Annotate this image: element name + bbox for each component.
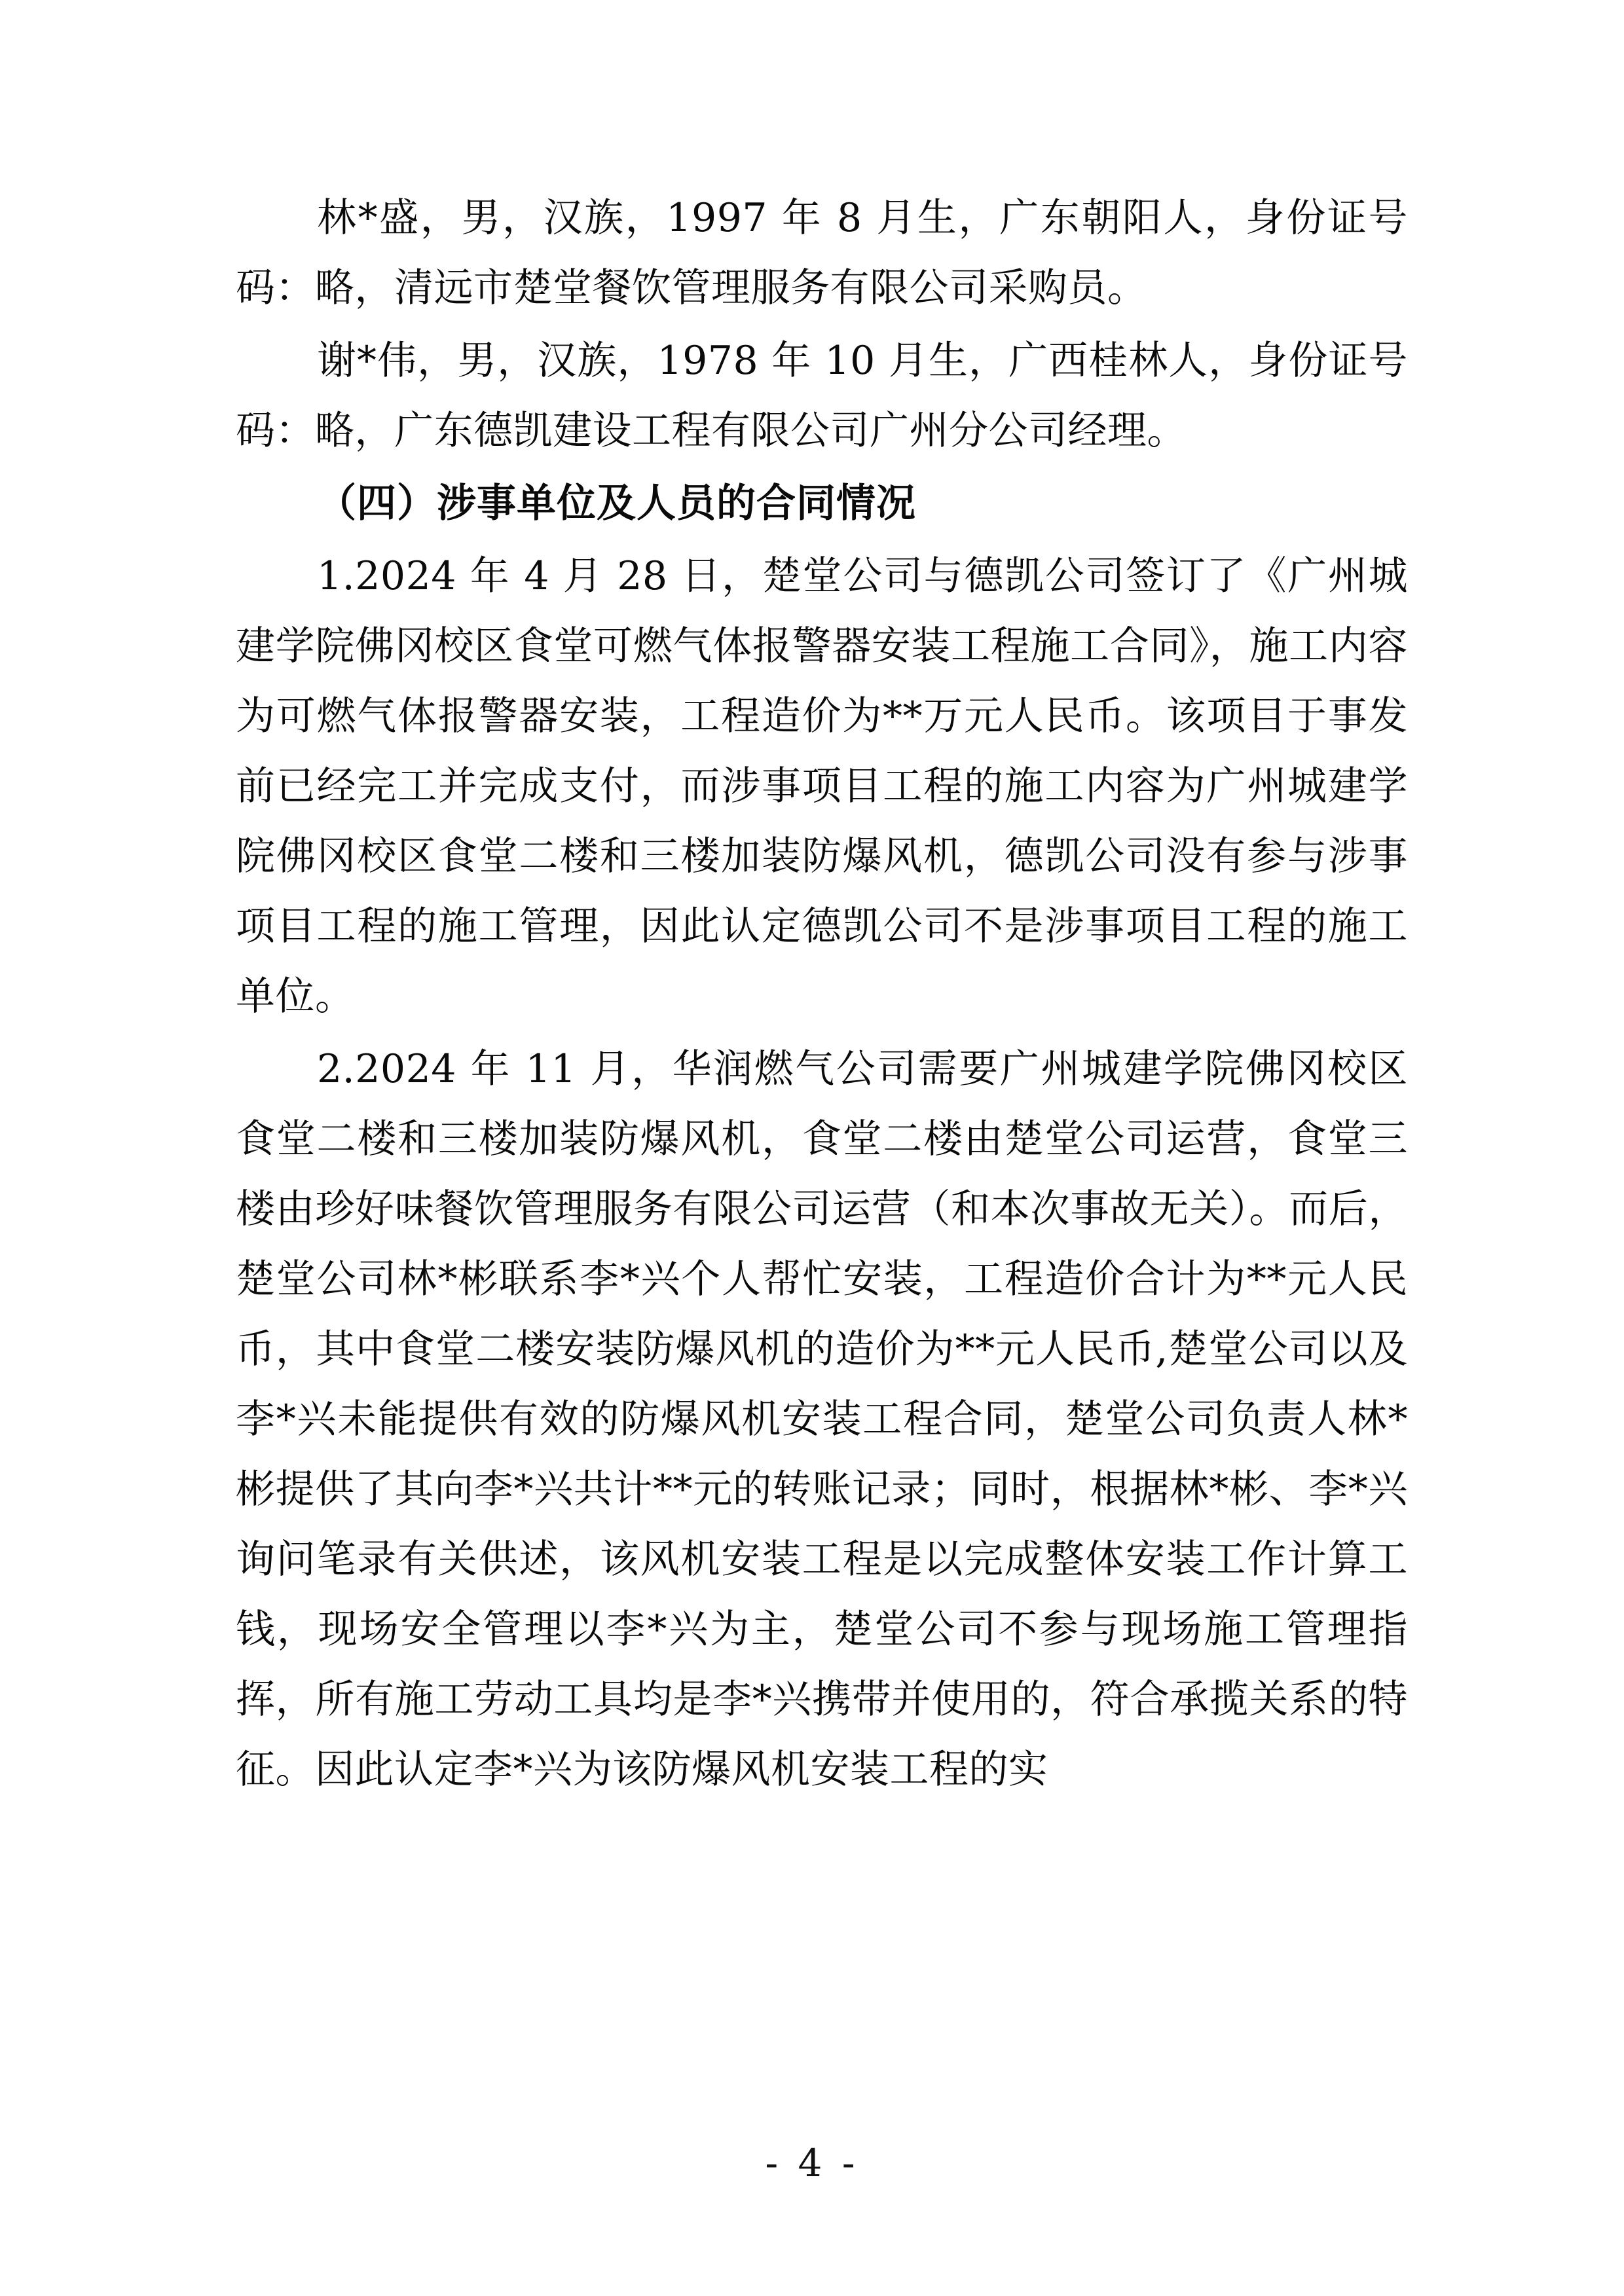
paragraph-item-2: 2.2024 年 11 月，华润燃气公司需要广州城建学院佛冈校区食堂二楼和三楼加装防爆风机，食堂二楼由楚堂公司运营，食堂三楼由珍好味餐饮管理服务有限公司运营（和本次事故无关）。而后，楚堂公司林*彬联系李*兴个人帮忙安装，工程造价合计为**元人民币，其中食堂二楼安装防爆风机的造价为**元人民币,楚堂公司以及李*兴未能提供有效的防爆风机安装工程合同，楚堂公司负责人林*彬提供了其向李*兴共计**元的转账记录；同时，根据林*彬、李*兴询问笔录有关供述，该风机安装工程是以完成整体安装工作计算工钱，现场安全管理以李*兴为主，楚堂公司不参与现场施工管理指挥，所有施工劳动工具均是李*兴携带并使用的，符合承揽关系的特征。因此认定李*兴为该防爆风机安装工程的实 [236, 1046, 1408, 1793]
page-footer [0, 2141, 1624, 2185]
paragraph-item-1: 1.2024 年 4 月 28 日，楚堂公司与德凯公司签订了《广州城建学院佛冈校区食堂可燃气体报警器安装工程施工合同》，施工内容为可燃气体报警器安装，工程造价为**万元人民币。该项目于事发前已经完工并完成支付，而涉事项目工程的施工内容为广州城建学院佛冈校区食堂二楼和三楼加装防爆风机，德凯公司没有参与涉事项目工程的施工管理，因此认定德凯公司不是涉事项目工程的施工单位。 [236, 553, 1408, 1019]
page-number: - 4 - [765, 2141, 859, 2185]
section-heading-four: （四）涉事单位及人员的合同情况 [317, 481, 916, 526]
document-body [236, 183, 1408, 1808]
paragraph-lin-sheng: 林*盛，男，汉族，1997 年 8 月生，广东朝阳人，身份证号码：略，清远市楚堂餐饮管理服务有限公司采购员。 [236, 195, 1408, 311]
paragraph-xie-wei: 谢*伟，男，汉族，1978 年 10 月生，广西桂林人，身份证号码：略，广东德凯建设工程有限公司广州分公司经理。 [236, 338, 1408, 454]
